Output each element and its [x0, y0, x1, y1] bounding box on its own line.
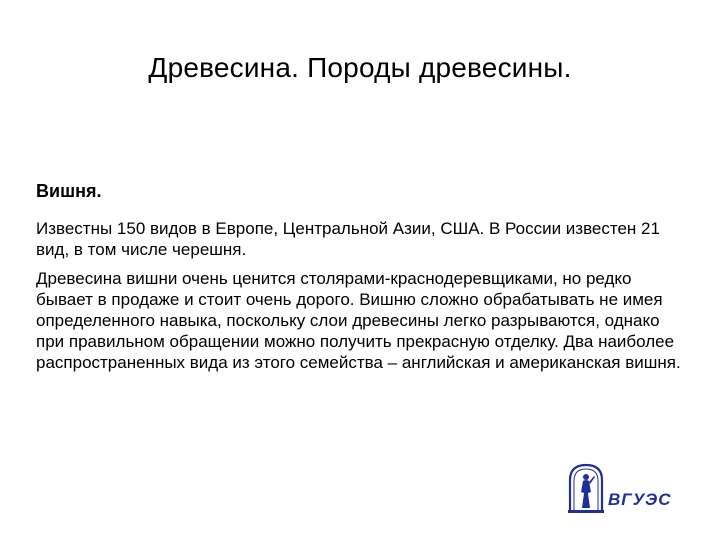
university-logo	[566, 462, 676, 514]
slide-title: Древесина. Породы древесины.	[148, 52, 572, 83]
paragraph-species: Известны 150 видов в Европе, Центральной Азии, США. В России известен 21 вид, в том числе черешня.	[36, 219, 660, 259]
university-emblem-icon	[566, 462, 606, 514]
logo-text: ВГУЭС	[608, 490, 672, 509]
paragraph-description: Древесина вишни очень ценится столярами-краснодеревщиками, но редко бывает в продаже и стоит очень дорого. Вишню сложно обрабатывать не имея определенного навыка, поскольку слои древесины легко разрываются, однако при правильном обращении можно получить прекрасную отделку. Два наиболее распространенных вида из этого семейства – английская и американская вишня.	[36, 269, 681, 372]
section-heading: Вишня.	[36, 181, 102, 201]
slide-content	[36, 180, 686, 381]
